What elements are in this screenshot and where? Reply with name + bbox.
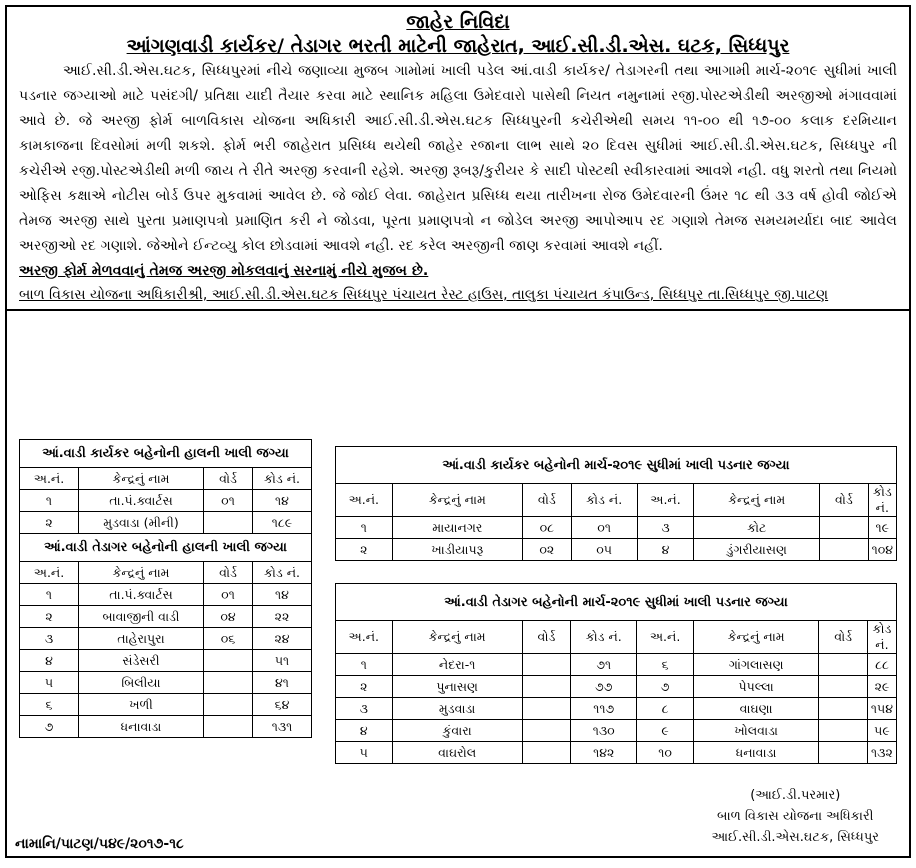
worker-future-table <box>335 446 897 561</box>
table-cell-sr2: ૯ <box>637 720 694 742</box>
table-cell-code: ૧૩૧ <box>253 716 312 738</box>
notice-page <box>5 5 911 858</box>
table-cell-sr: ૩ <box>336 698 393 720</box>
table-title: આં.વાડી કાર્યકર બહેનોની હાલની ખાલી જગ્યા <box>20 440 312 468</box>
table-row <box>336 676 897 698</box>
column-header: અ.નં. <box>336 484 393 517</box>
worker-future-rows <box>336 517 897 561</box>
address-text: બાળ વિકાસ યોજના અધિકારીશ્રી, આઈ.સી.ડી.એસ.ઘટક સિધ્ધપુર પંચાયત રેસ્ટ હાઉસ, તાલુકા પંચાયત કંપાઉન્ડ, સિધ્ધપુર તા.સિધ્ધપુર જી.પાટણ <box>19 287 829 303</box>
table-cell-sr: ૧ <box>336 654 393 676</box>
column-header: વોર્ડ <box>819 621 868 654</box>
table-cell-center: મુડવાડા (મીની) <box>79 512 204 534</box>
table-cell-sr: ૫ <box>336 742 393 764</box>
table-cell-center: તા.પં.ક્વાર્ટસ <box>79 490 204 512</box>
column-header: અ.નં. <box>637 484 694 517</box>
table-row <box>20 606 312 628</box>
divider <box>7 309 909 311</box>
table-cell-code2: ૫૯ <box>867 720 896 742</box>
table-cell-sr: ૪ <box>20 650 79 672</box>
table-cell-center: કુંવારા <box>392 720 522 742</box>
table-cell-ward <box>522 742 570 764</box>
notice-subtitle: આંગણવાડી કાર્યકર/ તેડાગર ભરતી માટેની જાહેરાત, આઈ.સી.ડી.એસ. ઘટક, સિધ્ધપુર <box>126 35 790 57</box>
column-header: વોર્ડ <box>204 562 253 584</box>
table-cell-ward: ૦૧ <box>204 584 253 606</box>
table-cell-ward <box>204 716 253 738</box>
table-cell-code: ૦૧ <box>571 517 637 539</box>
table-cell-code: ૧૧૭ <box>571 698 637 720</box>
table-cell-code: ૪૧ <box>253 672 312 694</box>
address-heading: અરજી ફોર્મ મેળવવાનું તેમજ અરજી મોકલવાનું સરનામું નીચે મુજબ છે. <box>19 263 429 279</box>
table-cell-code: ૦૫ <box>571 539 637 561</box>
table-cell-ward2 <box>819 676 868 698</box>
table-cell-center: તા.પં.ક્વાર્ટસ <box>79 584 204 606</box>
signatory-office: આઈ.સી.ડી.એસ.ઘટક, સિધ્ધપુર <box>711 830 879 845</box>
column-header: અ.નં. <box>20 468 79 490</box>
table-cell-sr2: ૪ <box>637 539 694 561</box>
table-cell-code: ૨૨ <box>253 606 312 628</box>
table-row <box>20 716 312 738</box>
table-cell-code2: ૧૩૨ <box>867 742 896 764</box>
table-cell-code: ૭૧ <box>571 654 637 676</box>
table-cell-code2: ૧૯ <box>868 517 896 539</box>
table-row <box>20 694 312 716</box>
table-cell-code2: ૮૮ <box>867 654 896 676</box>
left-vacancy-table <box>19 439 312 738</box>
table-row <box>20 628 312 650</box>
table-cell-ward: ૦૧ <box>204 490 253 512</box>
table-cell-center: બાવાજીની વાડી <box>79 606 204 628</box>
table-cell-sr: ૭ <box>20 716 79 738</box>
table-cell-center2: ધનાવાડા <box>693 742 819 764</box>
table-cell-sr: ૨ <box>20 606 79 628</box>
table-header-row <box>336 621 897 654</box>
table-cell-center: પુનાસણ <box>392 676 522 698</box>
table-cell-center: વાઘરોલ <box>392 742 522 764</box>
table-cell-ward2 <box>819 698 868 720</box>
table-cell-ward <box>522 654 570 676</box>
table-cell-center: તાહેરાપુરા <box>79 628 204 650</box>
table-cell-ward2 <box>820 539 869 561</box>
table-row <box>336 742 897 764</box>
column-header: કોડ નં. <box>253 562 312 584</box>
table-cell-ward2 <box>819 654 868 676</box>
table-cell-ward <box>204 672 253 694</box>
table-cell-ward: ૦૪ <box>204 606 253 628</box>
table-cell-sr: ૧ <box>336 517 393 539</box>
table-cell-ward2 <box>819 720 868 742</box>
table-cell-code: ૧૪૨ <box>571 742 637 764</box>
table-cell-center: સંડેસરી <box>79 650 204 672</box>
table-cell-ward <box>522 698 570 720</box>
column-header: કેન્દ્રનું નામ <box>693 621 819 654</box>
table-cell-sr: ૪ <box>336 720 393 742</box>
notice-paragraph <box>7 59 909 259</box>
column-header: અ.નં. <box>336 621 393 654</box>
table-cell-sr2: ૬ <box>637 654 694 676</box>
table-cell-ward <box>204 650 253 672</box>
table-cell-code: ૧૩૦ <box>571 720 637 742</box>
table-cell-center: નેદરા-૧ <box>392 654 522 676</box>
column-header: કેન્દ્રનું નામ <box>79 562 204 584</box>
column-header: કેન્દ્રનું નામ <box>694 484 820 517</box>
table-cell-code: ૬૪ <box>253 694 312 716</box>
table-cell-sr: ૩ <box>20 628 79 650</box>
column-header: કોડ નં. <box>571 621 637 654</box>
table-header-row <box>20 562 312 584</box>
column-header: કોડ નં. <box>253 468 312 490</box>
column-header: અ.નં. <box>20 562 79 584</box>
table-cell-code: ૧૪ <box>253 490 312 512</box>
table-cell-sr: ૨ <box>20 512 79 534</box>
table-cell-ward: ૦૮ <box>523 517 571 539</box>
table-cell-sr2: ૮ <box>637 698 694 720</box>
table-cell-code: ૧૮૯ <box>253 512 312 534</box>
table-header-row <box>336 484 897 517</box>
table-cell-ward <box>204 512 253 534</box>
column-header: કોડ નં. <box>571 484 637 517</box>
table-cell-center: મુડવાડા <box>392 698 522 720</box>
helper-future-rows <box>336 654 897 764</box>
column-header: વોર્ડ <box>523 484 571 517</box>
table-cell-ward2 <box>819 742 868 764</box>
helper-future-table <box>335 583 897 764</box>
table-row <box>336 517 897 539</box>
table-title: આં.વાડી તેડાગર બહેનોની માર્ચ-૨૦૧૯ સુધીમાં ખાલી પડનાર જગ્યા <box>336 584 897 621</box>
table-row <box>20 650 312 672</box>
table-row <box>336 698 897 720</box>
table-cell-center: ખળી <box>79 694 204 716</box>
table-row <box>20 512 312 534</box>
table-row <box>336 720 897 742</box>
table-cell-center: બિલીયા <box>79 672 204 694</box>
table-cell-ward <box>522 720 570 742</box>
table-cell-code: ૧૪ <box>253 584 312 606</box>
table-cell-sr: ૨ <box>336 676 393 698</box>
table-row <box>20 584 312 606</box>
notice-title: જાહેર નિવિદા <box>406 11 510 33</box>
table-row <box>20 672 312 694</box>
column-header: વોર્ડ <box>820 484 869 517</box>
column-header: કેન્દ્રનું નામ <box>392 484 522 517</box>
table-cell-ward <box>204 694 253 716</box>
table-cell-center2: ખોલવાડા <box>693 720 819 742</box>
table-row <box>336 654 897 676</box>
worker-vacant-rows <box>20 490 312 534</box>
column-header: કેન્દ્રનું નામ <box>79 468 204 490</box>
helper-vacant-rows <box>20 584 312 738</box>
column-header: કોડ નં. <box>868 484 896 517</box>
table-cell-sr: ૬ <box>20 694 79 716</box>
table-row <box>20 490 312 512</box>
table-cell-ward: ૦૨ <box>523 539 571 561</box>
table-cell-center2: વાઘણા <box>693 698 819 720</box>
table-cell-code: ૭૭ <box>571 676 637 698</box>
column-header: અ.નં. <box>637 621 694 654</box>
table-cell-center: ખાડીયાપરૂ <box>392 539 522 561</box>
table-cell-code: ૫૧ <box>253 650 312 672</box>
table-cell-ward <box>522 676 570 698</box>
table-cell-sr2: ૩ <box>637 517 694 539</box>
table-title: આં.વાડી તેડાગર બહેનોની હાલની ખાલી જગ્યા <box>20 534 312 562</box>
table-cell-sr2: ૧૦ <box>637 742 694 764</box>
signature-block <box>711 785 879 848</box>
reference-code: નામાનિ/પાટણ/૫૪૯/૨૦૧૭-૧૮ <box>15 836 184 852</box>
table-cell-center2: ગાંગલાસણ <box>693 654 819 676</box>
table-cell-ward2 <box>820 517 869 539</box>
column-header: કેન્દ્રનું નામ <box>392 621 522 654</box>
table-cell-code2: ૧૦૪ <box>868 539 896 561</box>
table-cell-center2: પેપલ્લા <box>693 676 819 698</box>
table-title: આં.વાડી કાર્યકર બહેનોની માર્ચ-૨૦૧૯ સુધીમાં ખાલી પડનાર જગ્યા <box>336 447 897 484</box>
signatory-designation: બાળ વિકાસ યોજના અધિકારી <box>717 809 874 824</box>
table-cell-ward: ૦૬ <box>204 628 253 650</box>
table-cell-sr: ૫ <box>20 672 79 694</box>
table-cell-sr2: ૭ <box>637 676 694 698</box>
table-cell-code2: ૧૫૪ <box>867 698 896 720</box>
column-header: વોર્ડ <box>204 468 253 490</box>
table-cell-sr: ૧ <box>20 490 79 512</box>
column-header: વોર્ડ <box>522 621 570 654</box>
table-cell-center2: કોટ <box>694 517 820 539</box>
table-cell-code2: ૨૯ <box>867 676 896 698</box>
notice-paragraph-text: આઈ.સી.ડી.એસ.ઘટક, સિધ્ધપુરમાં નીચે જણાવ્યા મુજબ ગામોમાં ખાલી પડેલ આં.વાડી કાર્યકર/ તેડાગરની તથા આગામી માર્ચ-૨૦૧૯ સુધીમાં ખાલી પડનાર જગ્યાઓ માટે પસંદગી/ પ્રતિક્ષા યાદી તૈયાર કરવા માટે સ્થાનિક મહિલા ઉમેદવારો પાસેથી નિયત નમુનામાં રજી.પોસ્ટએડીથી અરજીઓ મંગાવવામાં આવે છે. જે અરજી ફોર્મ બાળવિકાસ યોજના અધિકારી આઈ.સી.ડી.એસ.ઘટક સિધ્ધપુરની કચેરીએથી સમય ૧૧-૦૦ થી ૧૭-૦૦ કલાક દરમિયાન કામકાજના દિવસોમાં મળી શકશે. ફોર્મ ભરી જાહેરાત પ્રસિધ્ધ થયેથી જાહેર રજાના લાભ સાથે ૨૦ દિવસ સુધીમાં આઈ.સી.ડી.એસ.ઘટક, સિધ્ધપુર ની કચેરીએ રજી.પોસ્ટએડીથી મળી જાય તે રીતે અરજી કરવાની રહેશે. અરજી રૂબરૂ/કુરીયર કે સાદી પોસ્ટથી સ્વીકારવામાં આવશે નહી. વધુ શરતો તથા નિયમો ઓફિસ કક્ષાએ નોટીસ બોર્ડ ઉપર મુકવામાં આવેલ છે. જે જોઈ લેવા. જાહેરાત પ્રસિધ્ધ થયા તારીખના રોજ ઉમેદવારની ઉંમર ૧૮ થી ૩૩ વર્ષ હોવી જોઈએ તેમજ અરજી સાથે પુરતા પ્રમાણપત્રો પ્રમાણિત કરી ને જોડવા, પૂરતા પ્રમાણપત્રો ન જોડેલ અરજી આપોઆપ રદ ગણાશે તેમજ સમયમર્યાદા બાદ આવેલ અરજીઓ રદ ગણાશે. જેઓને ઈન્ટવ્યુ કોલ છોડવામાં આવશે નહી. રદ કરેલ અરજીની જાણ કરવામાં આવશે નહીં. <box>19 63 897 254</box>
table-cell-sr: ૧ <box>20 584 79 606</box>
table-header-row <box>20 468 312 490</box>
table-row <box>336 539 897 561</box>
signatory-name: (આઈ.ડી.પરમાર) <box>750 788 841 803</box>
table-cell-sr: ૨ <box>336 539 393 561</box>
column-header: કોડ નં. <box>867 621 896 654</box>
table-cell-code: ૨૪ <box>253 628 312 650</box>
table-cell-center2: ડુંગરીયાસણ <box>694 539 820 561</box>
table-cell-center: માયાનગર <box>392 517 522 539</box>
table-cell-center: ધનાવાડા <box>79 716 204 738</box>
